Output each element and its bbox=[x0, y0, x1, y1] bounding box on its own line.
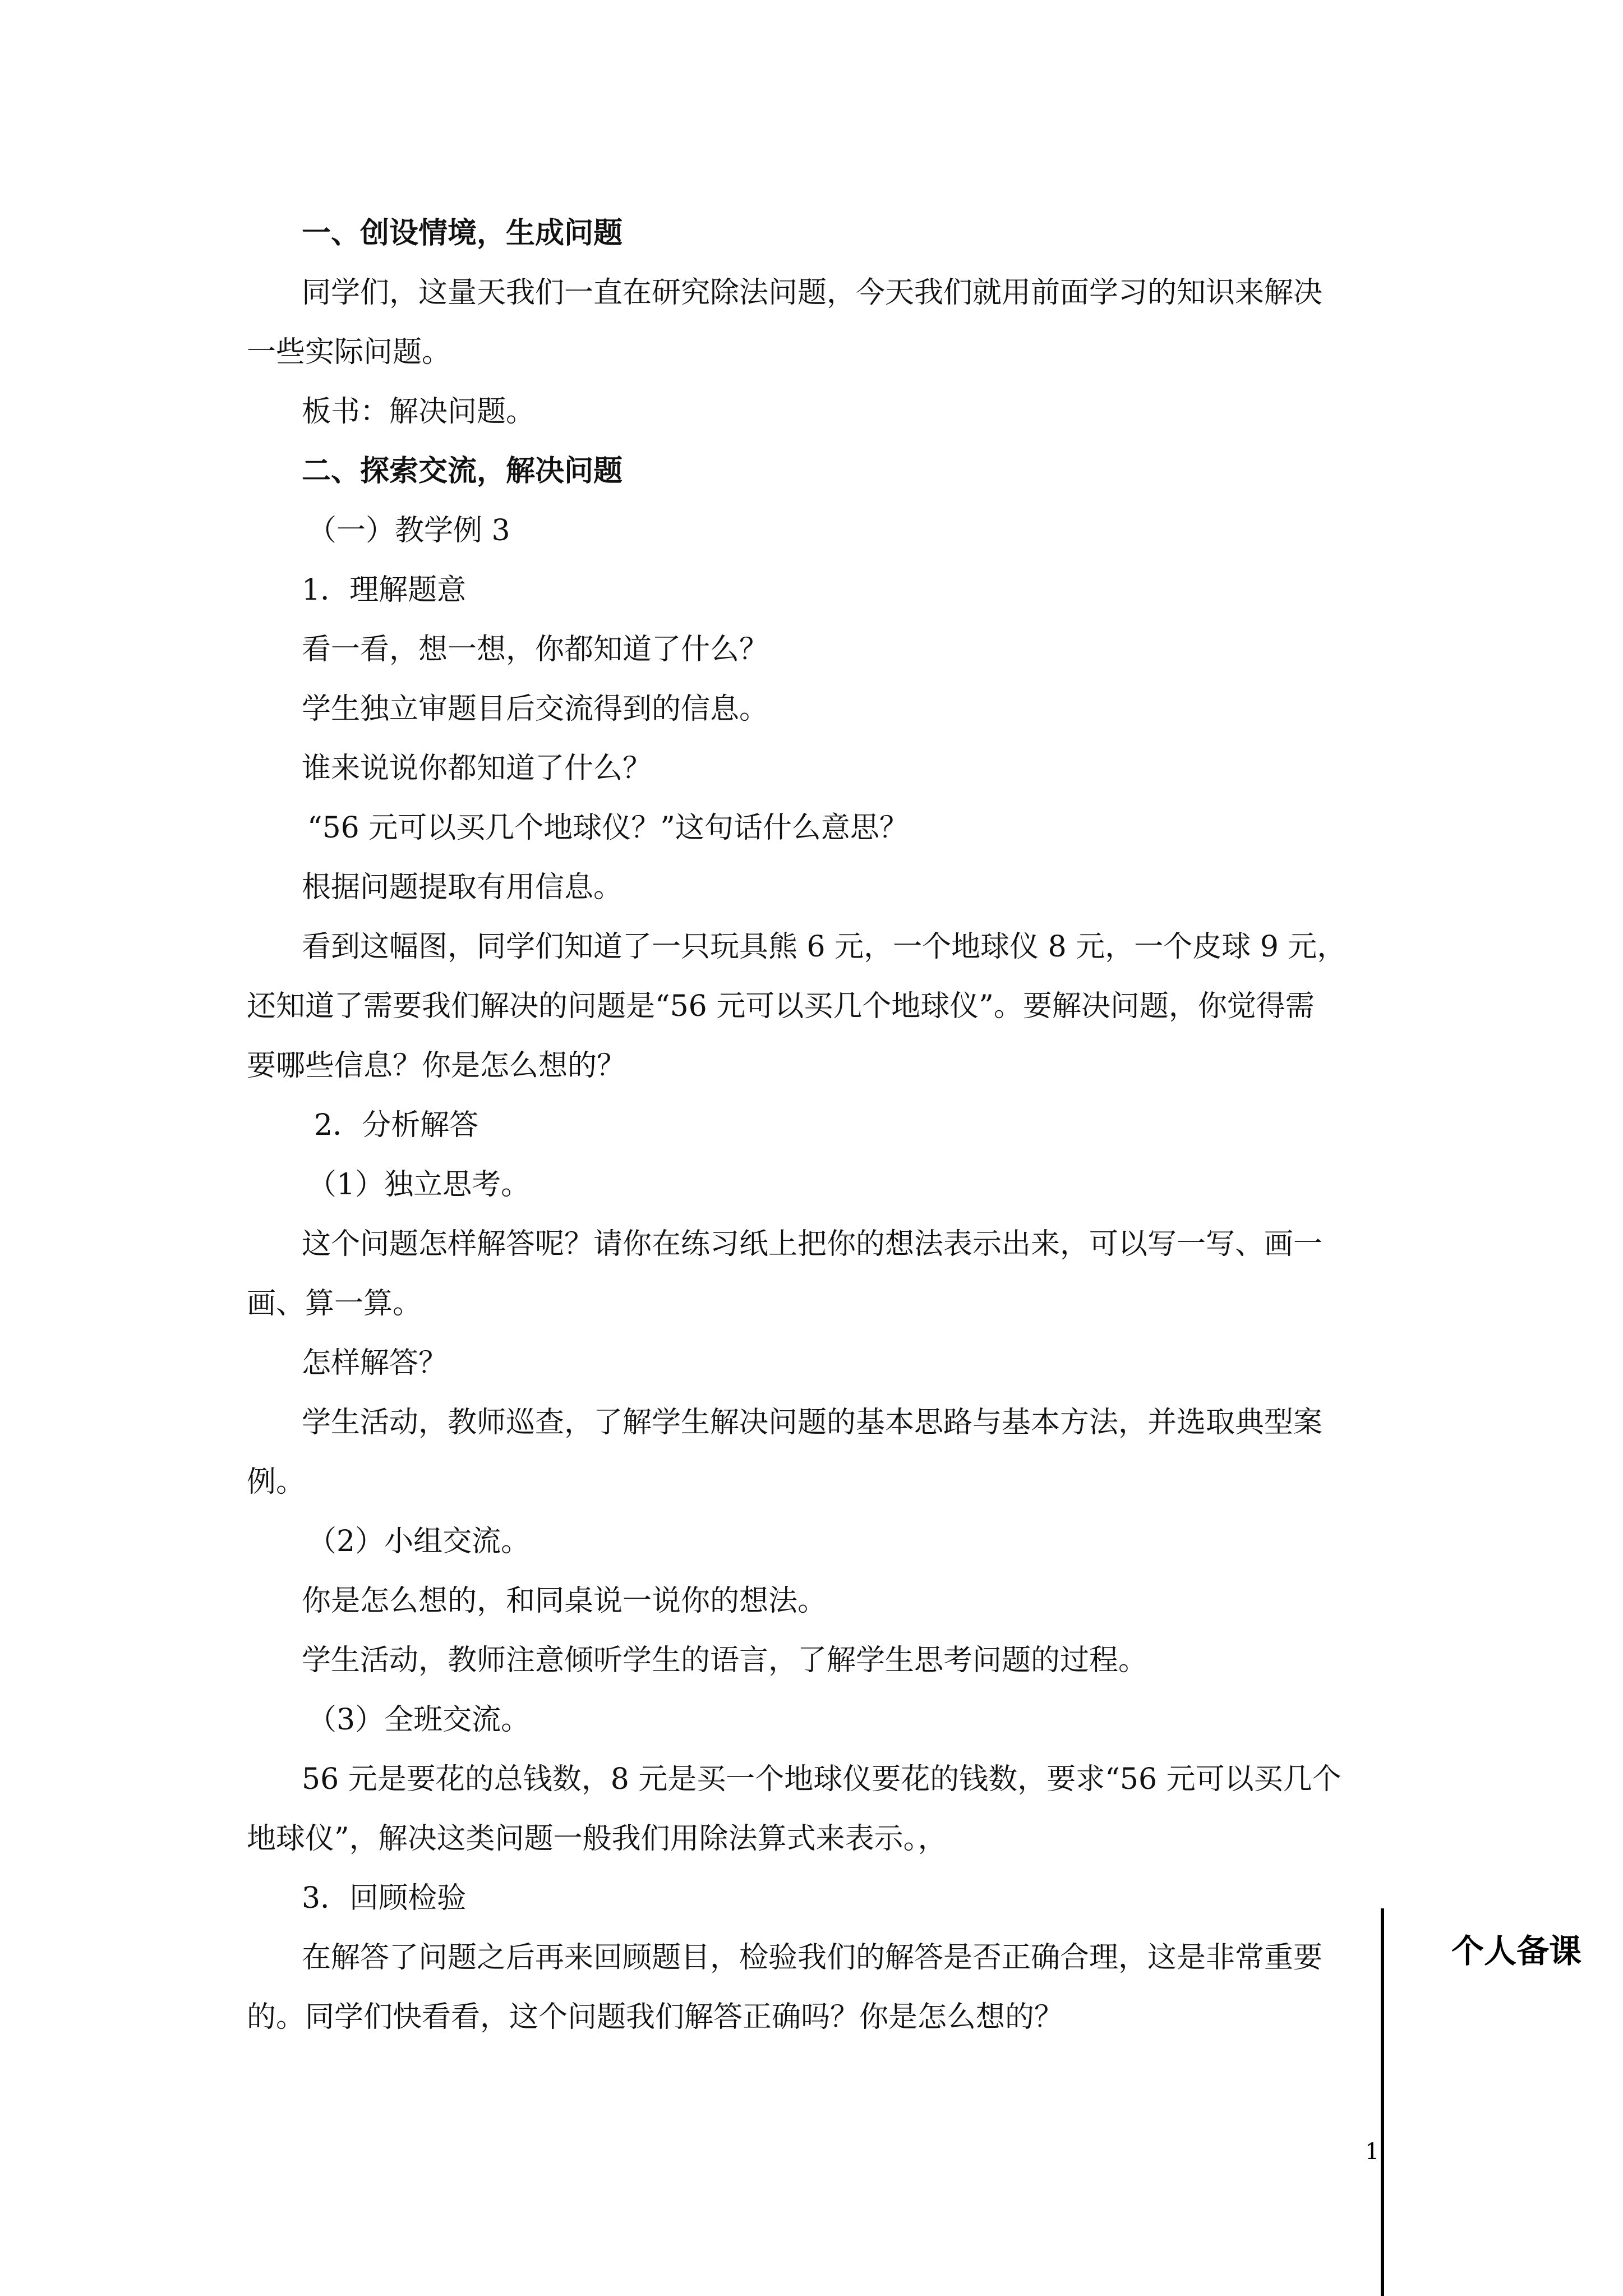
step-heading: 1．理解题意 bbox=[302, 573, 467, 607]
paragraph-line: 56 元是要花的总钱数，8 元是买一个地球仪要花的钱数，要求“56 元可以买几个 bbox=[302, 1763, 1341, 1796]
paragraph-line: 学生活动，教师注意倾听学生的语言，了解学生思考问题的过程。 bbox=[302, 1644, 1148, 1677]
paragraph-line: 你是怎么想的，和同桌说一说你的想法。 bbox=[302, 1584, 827, 1618]
section-heading-2: 二、探索交流，解决问题 bbox=[302, 454, 623, 488]
paragraph-line: 同学们，这量天我们一直在研究除法问题，今天我们就用前面学习的知识来解决 bbox=[302, 276, 1323, 310]
subsection-heading: （2）小组交流。 bbox=[307, 1525, 531, 1558]
paragraph-line: 的。同学们快看看，这个问题我们解答正确吗？你是怎么想的？ bbox=[247, 2000, 1064, 2034]
paragraph-line: 看一看，想一想，你都知道了什么？ bbox=[302, 633, 769, 666]
subsection-heading: （3）全班交流。 bbox=[307, 1703, 531, 1737]
paragraph-line: 谁来说说你都知道了什么？ bbox=[302, 752, 652, 785]
paragraph-line: “56 元可以买几个地球仪？”这句话什么意思？ bbox=[307, 811, 909, 845]
page-number: 1 bbox=[1365, 2139, 1380, 2165]
paragraph-line: 板书：解决问题。 bbox=[302, 395, 536, 429]
paragraph-line: 这个问题怎样解答呢？请你在练习纸上把你的想法表示出来，可以写一写、画一 bbox=[302, 1227, 1323, 1261]
paragraph-line: 学生独立审题目后交流得到的信息。 bbox=[302, 692, 769, 726]
paragraph-line: 怎样解答？ bbox=[302, 1346, 448, 1380]
paragraph-line: 画、算一算。 bbox=[247, 1287, 422, 1320]
paragraph-line: 地球仪”，解决这类问题一般我们用除法算式来表示。， bbox=[247, 1822, 947, 1856]
subsection-heading: （1）独立思考。 bbox=[307, 1168, 531, 1202]
margin-divider bbox=[1381, 1908, 1384, 2296]
paragraph-line: 在解答了问题之后再来回顾题目，检验我们的解答是否正确合理，这是非常重要 bbox=[302, 1941, 1323, 1975]
step-heading: 2．分析解答 bbox=[314, 1108, 479, 1142]
paragraph-line: 根据问题提取有用信息。 bbox=[302, 871, 623, 904]
subsection-heading: （一）教学例 3 bbox=[307, 514, 510, 547]
paragraph-line: 要哪些信息？你是怎么想的？ bbox=[247, 1049, 626, 1083]
step-heading: 3．回顾检验 bbox=[302, 1881, 467, 1915]
paragraph-line: 例。 bbox=[247, 1465, 306, 1499]
side-heading: 个人备课 bbox=[1451, 1932, 1582, 1970]
paragraph-line: 一些实际问题。 bbox=[247, 335, 451, 369]
paragraph-line: 还知道了需要我们解决的问题是“56 元可以买几个地球仪”。要解决问题，你觉得需 bbox=[247, 990, 1315, 1023]
paragraph-line: 学生活动，教师巡查，了解学生解决问题的基本思路与基本方法，并选取典型案 bbox=[302, 1406, 1323, 1439]
section-heading-1: 一、创设情境，生成问题 bbox=[302, 217, 623, 250]
paragraph-line: 看到这幅图，同学们知道了一只玩具熊 6 元，一个地球仪 8 元，一个皮球 9 元， bbox=[302, 930, 1347, 964]
